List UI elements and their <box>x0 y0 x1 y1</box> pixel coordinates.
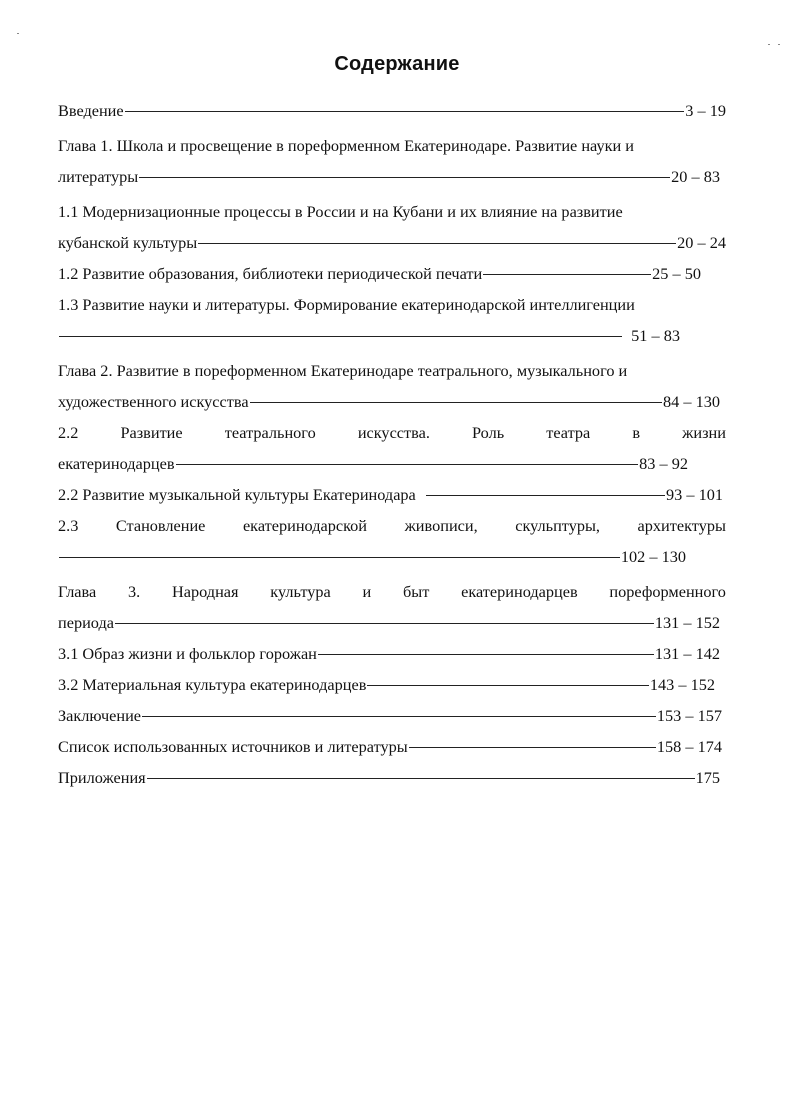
toc-word: екатеринодарцев <box>461 582 578 601</box>
toc-label-cont: екатеринодарцев <box>58 454 175 473</box>
leader-line <box>367 685 648 686</box>
toc-pages: 20 – 83 <box>671 167 720 186</box>
toc-word: архитектуры <box>637 516 726 535</box>
toc-word: 3. <box>128 582 141 601</box>
toc-pages: 3 – 19 <box>685 101 726 120</box>
toc-label: 1.2 Развитие образования, библиотеки периодической печати <box>58 264 483 283</box>
toc-word: жизни <box>682 423 726 442</box>
toc-label: 1.3 Развитие науки и литературы. Формирование екатеринодарской интеллигенции <box>58 295 635 314</box>
toc-label: Глава 1. Школа и просвещение в пореформенном Екатеринодаре. Развитие науки и <box>58 136 634 155</box>
toc-label: Глава 2. Развитие в пореформенном Екатеринодаре театрального, музыкального и <box>58 361 628 380</box>
toc-word: екатеринодарской <box>242 516 368 535</box>
toc-pages: 175 <box>695 768 720 787</box>
toc-word: 2.3 <box>58 516 79 535</box>
toc-pages: 25 – 50 <box>652 264 701 283</box>
toc-entry-chapter-3 <box>58 576 726 607</box>
toc-pages: 131 – 142 <box>654 644 720 663</box>
toc-entry-2-3 <box>58 510 726 541</box>
toc-label: 3.1 Образ жизни и фольклор горожан <box>58 644 317 663</box>
toc-entry-3-2 <box>58 669 715 700</box>
toc-pages: 102 – 130 <box>620 547 686 566</box>
toc-word: Развитие <box>120 423 183 442</box>
scan-speck <box>768 44 770 45</box>
toc-entry-appendix <box>58 762 720 793</box>
toc-word: театрального <box>224 423 316 442</box>
toc-pages: 51 – 83 <box>631 326 680 345</box>
toc-entry-1-1 <box>58 196 726 227</box>
toc-pages: 93 – 101 <box>666 485 723 504</box>
toc-word: театра <box>546 423 591 442</box>
toc-label-cont: периода <box>58 613 114 632</box>
toc-word: Глава <box>58 582 97 601</box>
toc-pages: 153 – 157 <box>656 706 722 725</box>
toc-pages: 143 – 152 <box>649 675 715 694</box>
leader-line <box>142 716 656 717</box>
toc-entry-chapter-1 <box>58 130 726 161</box>
scan-speck <box>17 33 19 34</box>
toc-word: быт <box>402 582 430 601</box>
leader-line <box>318 654 654 655</box>
scan-speck <box>778 44 780 45</box>
toc-label: 3.2 Материальная культура екатеринодарцев <box>58 675 367 694</box>
toc-pages: 158 – 174 <box>656 737 722 756</box>
toc-word: культура <box>270 582 331 601</box>
toc-label-cont: кубанской культуры <box>58 233 198 252</box>
toc-entry-1-1-cont <box>58 227 726 258</box>
toc-entry-intro <box>58 95 726 126</box>
toc-entry-2-2-theatre <box>58 417 726 448</box>
toc-entry-3-1 <box>58 638 720 669</box>
leader-line <box>483 274 651 275</box>
toc-word: искусства. <box>357 423 430 442</box>
toc-entry-1-3 <box>58 289 726 320</box>
toc-entry-chapter-2-cont <box>58 386 720 417</box>
leader-line <box>147 778 695 779</box>
leader-line <box>125 111 685 112</box>
toc-entry-2-2-music <box>58 479 723 510</box>
table-of-contents <box>58 95 726 793</box>
toc-label: Приложения <box>58 768 146 787</box>
leader-line <box>426 495 665 496</box>
toc-label-cont: литературы <box>58 167 139 186</box>
leader-line <box>115 623 654 624</box>
toc-entry-sources <box>58 731 722 762</box>
toc-entry-conclusion <box>58 700 722 731</box>
toc-word: Народная <box>172 582 239 601</box>
toc-pages: 20 – 24 <box>677 233 726 252</box>
toc-word: в <box>632 423 641 442</box>
toc-word: Становление <box>115 516 206 535</box>
page-title: Содержание <box>334 53 460 75</box>
toc-pages: 84 – 130 <box>663 392 720 411</box>
toc-word: Роль <box>472 423 505 442</box>
toc-entry-2-3-cont <box>58 541 686 572</box>
toc-label: Список использованных источников и литературы <box>58 737 408 756</box>
toc-word: живописи, <box>404 516 478 535</box>
toc-word: и <box>362 582 372 601</box>
toc-entry-chapter-3-cont <box>58 607 720 638</box>
leader-line <box>198 243 676 244</box>
toc-entry-chapter-1-cont <box>58 161 720 192</box>
toc-entry-1-3-cont <box>58 320 680 351</box>
toc-word: пореформенного <box>609 582 726 601</box>
toc-word: 2.2 <box>58 423 79 442</box>
toc-pages: 83 – 92 <box>639 454 688 473</box>
toc-label: Заключение <box>58 706 142 725</box>
toc-entry-2-2-theatre-cont <box>58 448 688 479</box>
toc-label: Введение <box>58 101 124 120</box>
toc-label: 1.1 Модернизационные процессы в России и на Кубани и их влияние на развитие <box>58 202 623 221</box>
toc-word: скульптуры, <box>515 516 601 535</box>
leader-line <box>250 402 662 403</box>
toc-entry-chapter-2 <box>58 355 726 386</box>
leader-line <box>59 557 620 558</box>
leader-line <box>59 336 622 337</box>
toc-entry-1-2 <box>58 258 701 289</box>
leader-line <box>176 464 639 465</box>
toc-pages: 131 – 152 <box>654 613 720 632</box>
toc-label-cont: художественного искусства <box>58 392 249 411</box>
toc-label: 2.2 Развитие музыкальной культуры Екатеринодара <box>58 485 416 504</box>
leader-line <box>139 177 670 178</box>
leader-line <box>409 747 656 748</box>
